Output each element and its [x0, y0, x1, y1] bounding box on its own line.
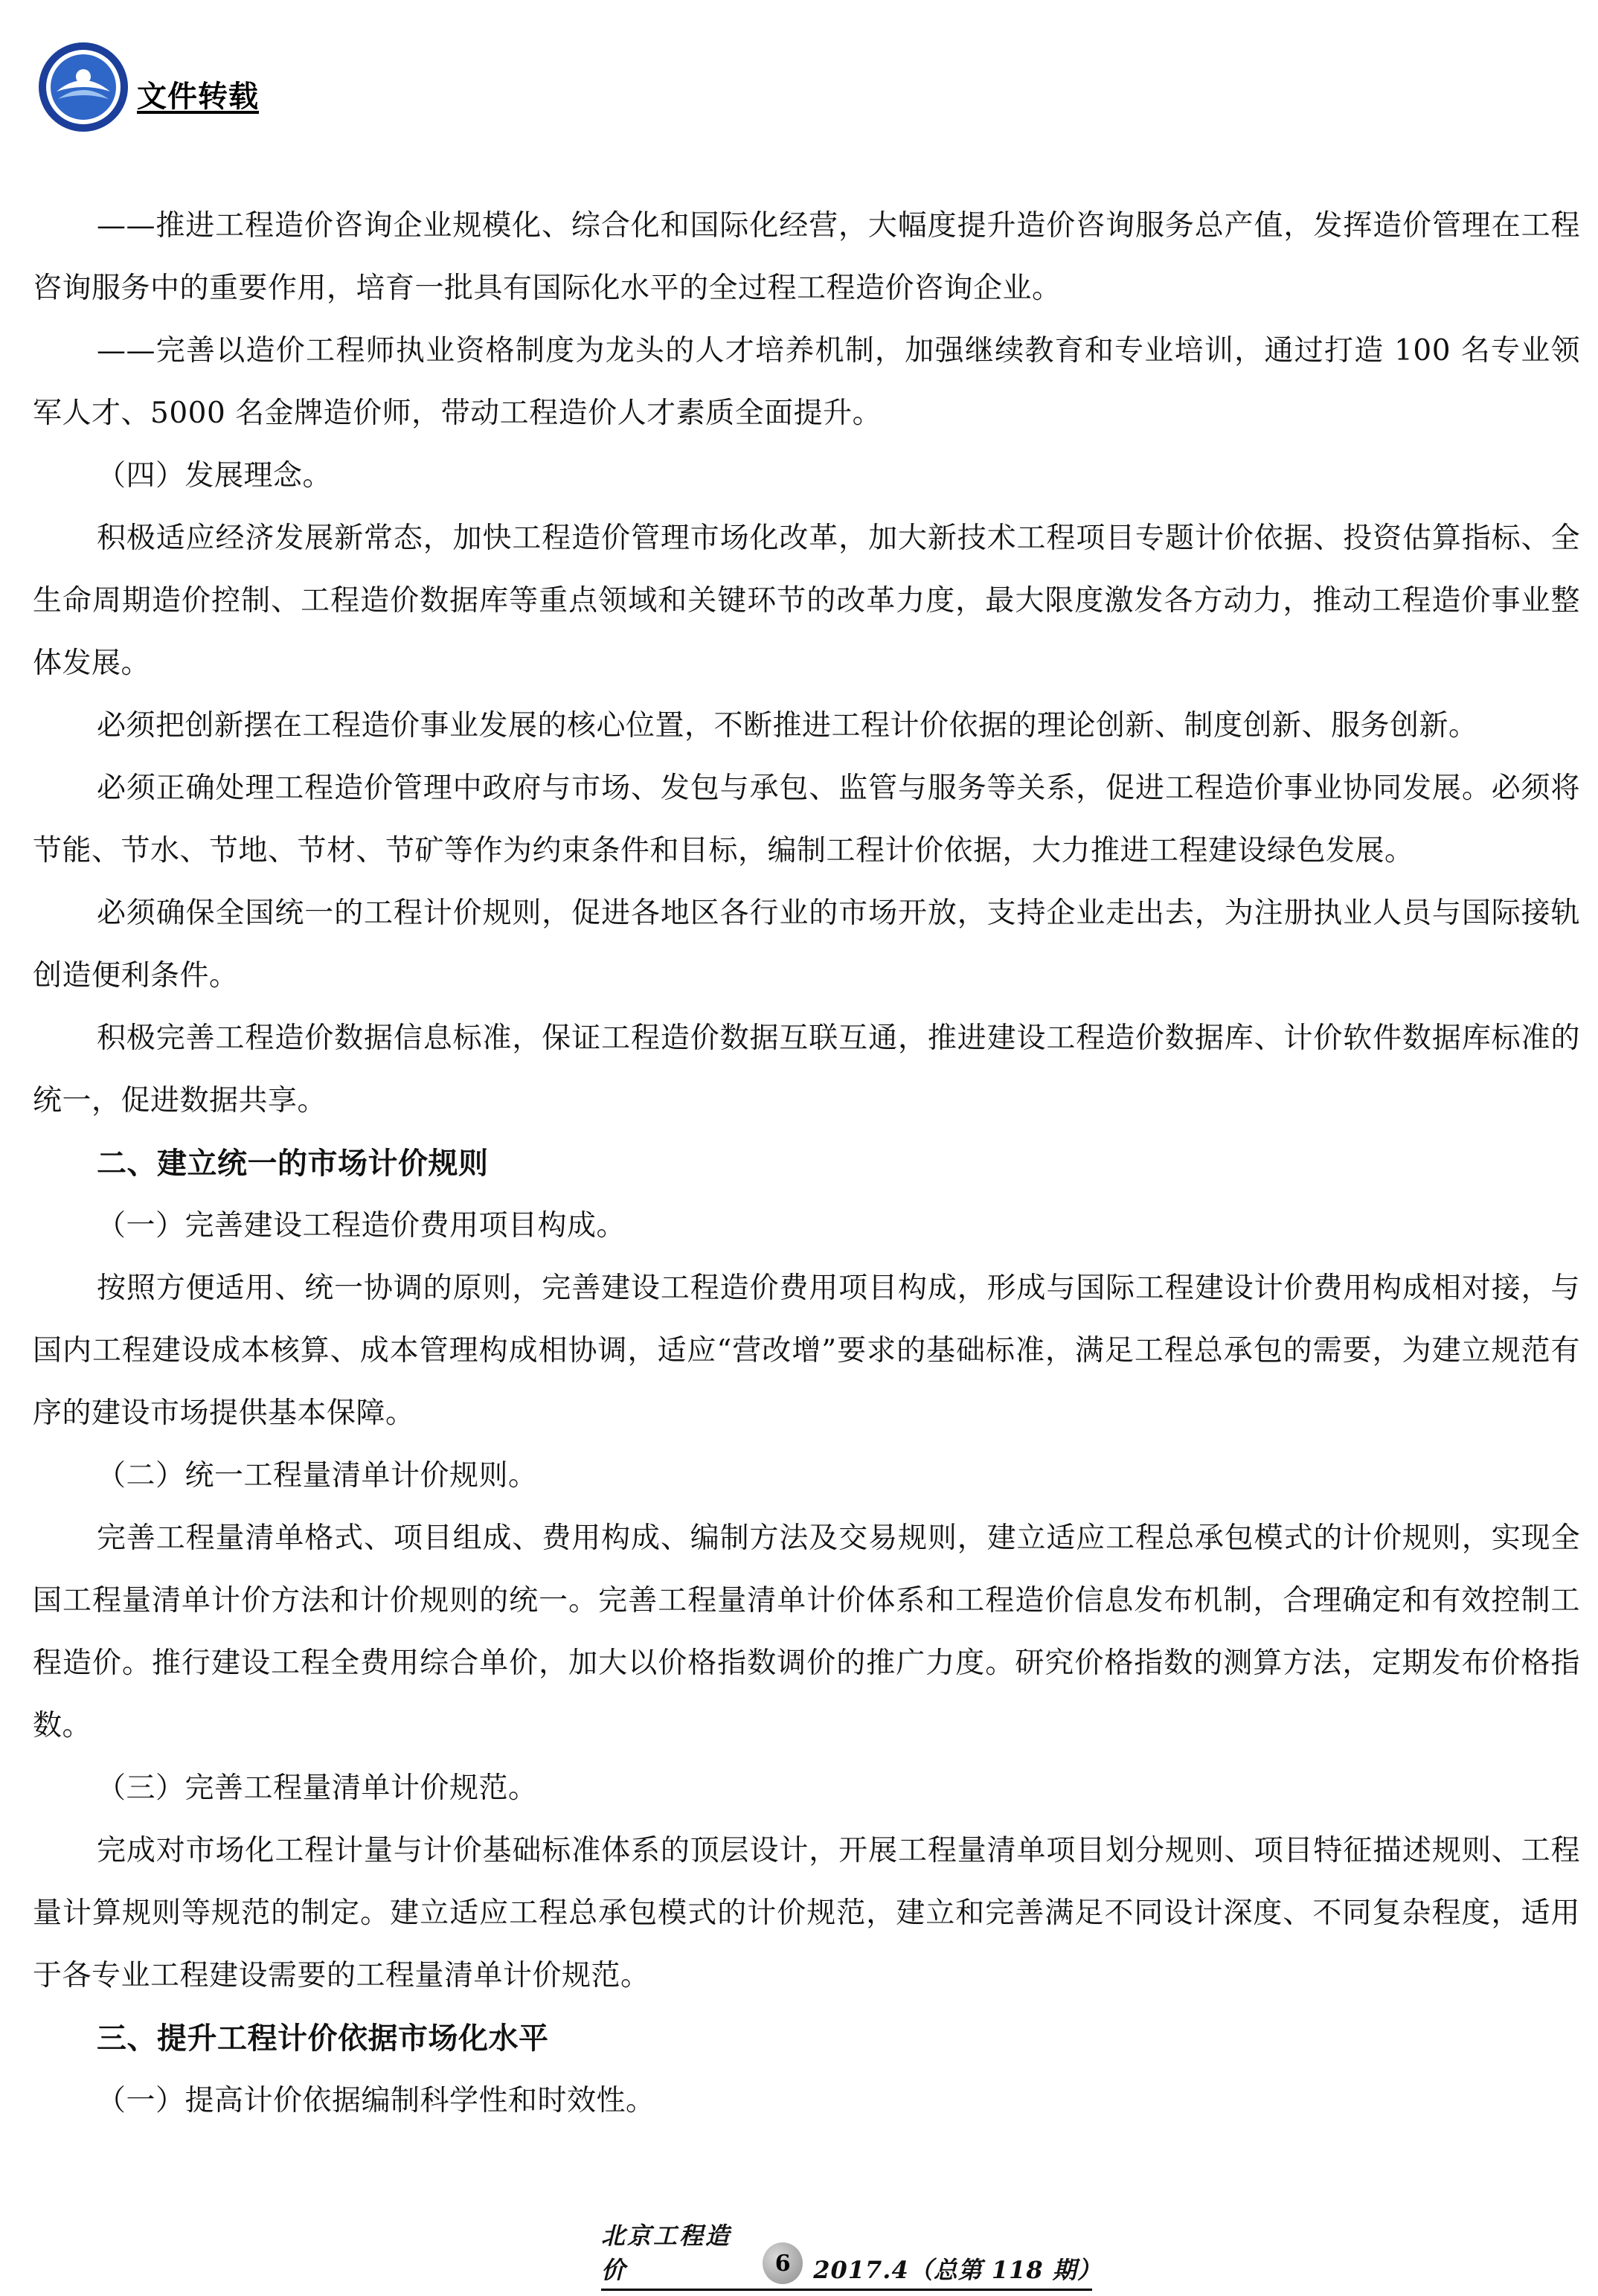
subsection-heading: （三）完善工程量清单计价规范。	[97, 1771, 538, 1805]
paragraph: 完善工程量清单格式、项目组成、费用构成、编制方法及交易规则，建立适应工程总承包模式的计价规则，实现全国工程量清单计价方法和计价规则的统一。完善工程量清单计价体系和工程造价信息发布机制，合理确定和有效控制工程造价。推行建设工程全费用综合单价，加大以价格指数调价的推广力度。研究价格指数的测算方法，定期发布价格指数。	[33, 1521, 1580, 1742]
paragraph: ——推进工程造价咨询企业规模化、综合化和国际化经营，大幅度提升造价咨询服务总产值，发挥造价管理在工程咨询服务中的重要作用，培育一批具有国际化水平的全过程工程造价咨询企业。	[33, 209, 1580, 305]
subsection-heading: （四）发展理念。	[97, 459, 333, 493]
emblem-logo-icon	[36, 39, 131, 135]
subsection-heading: （一）完善建设工程造价费用项目构成。	[97, 1209, 626, 1242]
paragraph: 积极完善工程造价数据信息标准，保证工程造价数据互联互通，推进建设工程造价数据库、计价软件数据库标准的统一，促进数据共享。	[33, 1022, 1580, 1117]
paragraph: 必须正确处理工程造价管理中政府与市场、发包与承包、监管与服务等关系，促进工程造价事业协同发展。必须将节能、节水、节地、节材、节矿等作为约束条件和目标，编制工程计价依据，大力推进工程建设绿色发展。	[33, 772, 1580, 868]
subsection-heading: （二）统一工程量清单计价规则。	[97, 1459, 538, 1492]
paragraph: 积极适应经济发展新常态，加快工程造价管理市场化改革，加大新技术工程项目专题计价依据、投资估算指标、全生命周期造价控制、工程造价数据库等重点领域和关键环节的改革力度，最大限度激发各方动力，推动工程造价事业整体发展。	[33, 522, 1580, 680]
page-header	[36, 39, 259, 135]
paragraph: 必须把创新摆在工程造价事业发展的核心位置，不断推进工程计价依据的理论创新、制度创新、服务创新。	[97, 709, 1478, 743]
section-heading: 二、建立统一的市场计价规则	[97, 1147, 489, 1181]
paragraph: 必须确保全国统一的工程计价规则，促进各地区各行业的市场开放，支持企业走出去，为注册执业人员与国际接轨创造便利条件。	[33, 897, 1580, 993]
page-number: 6	[763, 2242, 803, 2284]
page-footer	[601, 2222, 1102, 2291]
article-body	[33, 195, 1580, 2132]
journal-name: 北京工程造价	[601, 2222, 732, 2284]
section-heading: 三、提升工程计价依据市场化水平	[97, 2021, 549, 2056]
issue-info: 2017.4（总第 118 期）	[813, 2256, 1102, 2284]
section-tag: 文件转载	[137, 79, 259, 114]
paragraph: 按照方便适用、统一协调的原则，完善建设工程造价费用项目构成，形成与国际工程建设计价费用构成相对接，与国内工程建设成本核算、成本管理构成相协调，适应“营改增”要求的基础标准，满足工程总承包的需要，为建立规范有序的建设市场提供基本保障。	[33, 1272, 1580, 1430]
paragraph: 完成对市场化工程计量与计价基础标准体系的顶层设计，开展工程量清单项目划分规则、项目特征描述规则、工程量计算规则等规范的制定。建立适应工程总承包模式的计价规范，建立和完善满足不同设计深度、不同复杂程度，适用于各专业工程建设需要的工程量清单计价规范。	[33, 1834, 1580, 1992]
subsection-heading: （一）提高计价依据编制科学性和时效性。	[97, 2084, 655, 2117]
paragraph: ——完善以造价工程师执业资格制度为龙头的人才培养机制，加强继续教育和专业培训，通过打造 100 名专业领军人才、5000 名金牌造价师，带动工程造价人才素质全面提升。	[33, 334, 1580, 430]
